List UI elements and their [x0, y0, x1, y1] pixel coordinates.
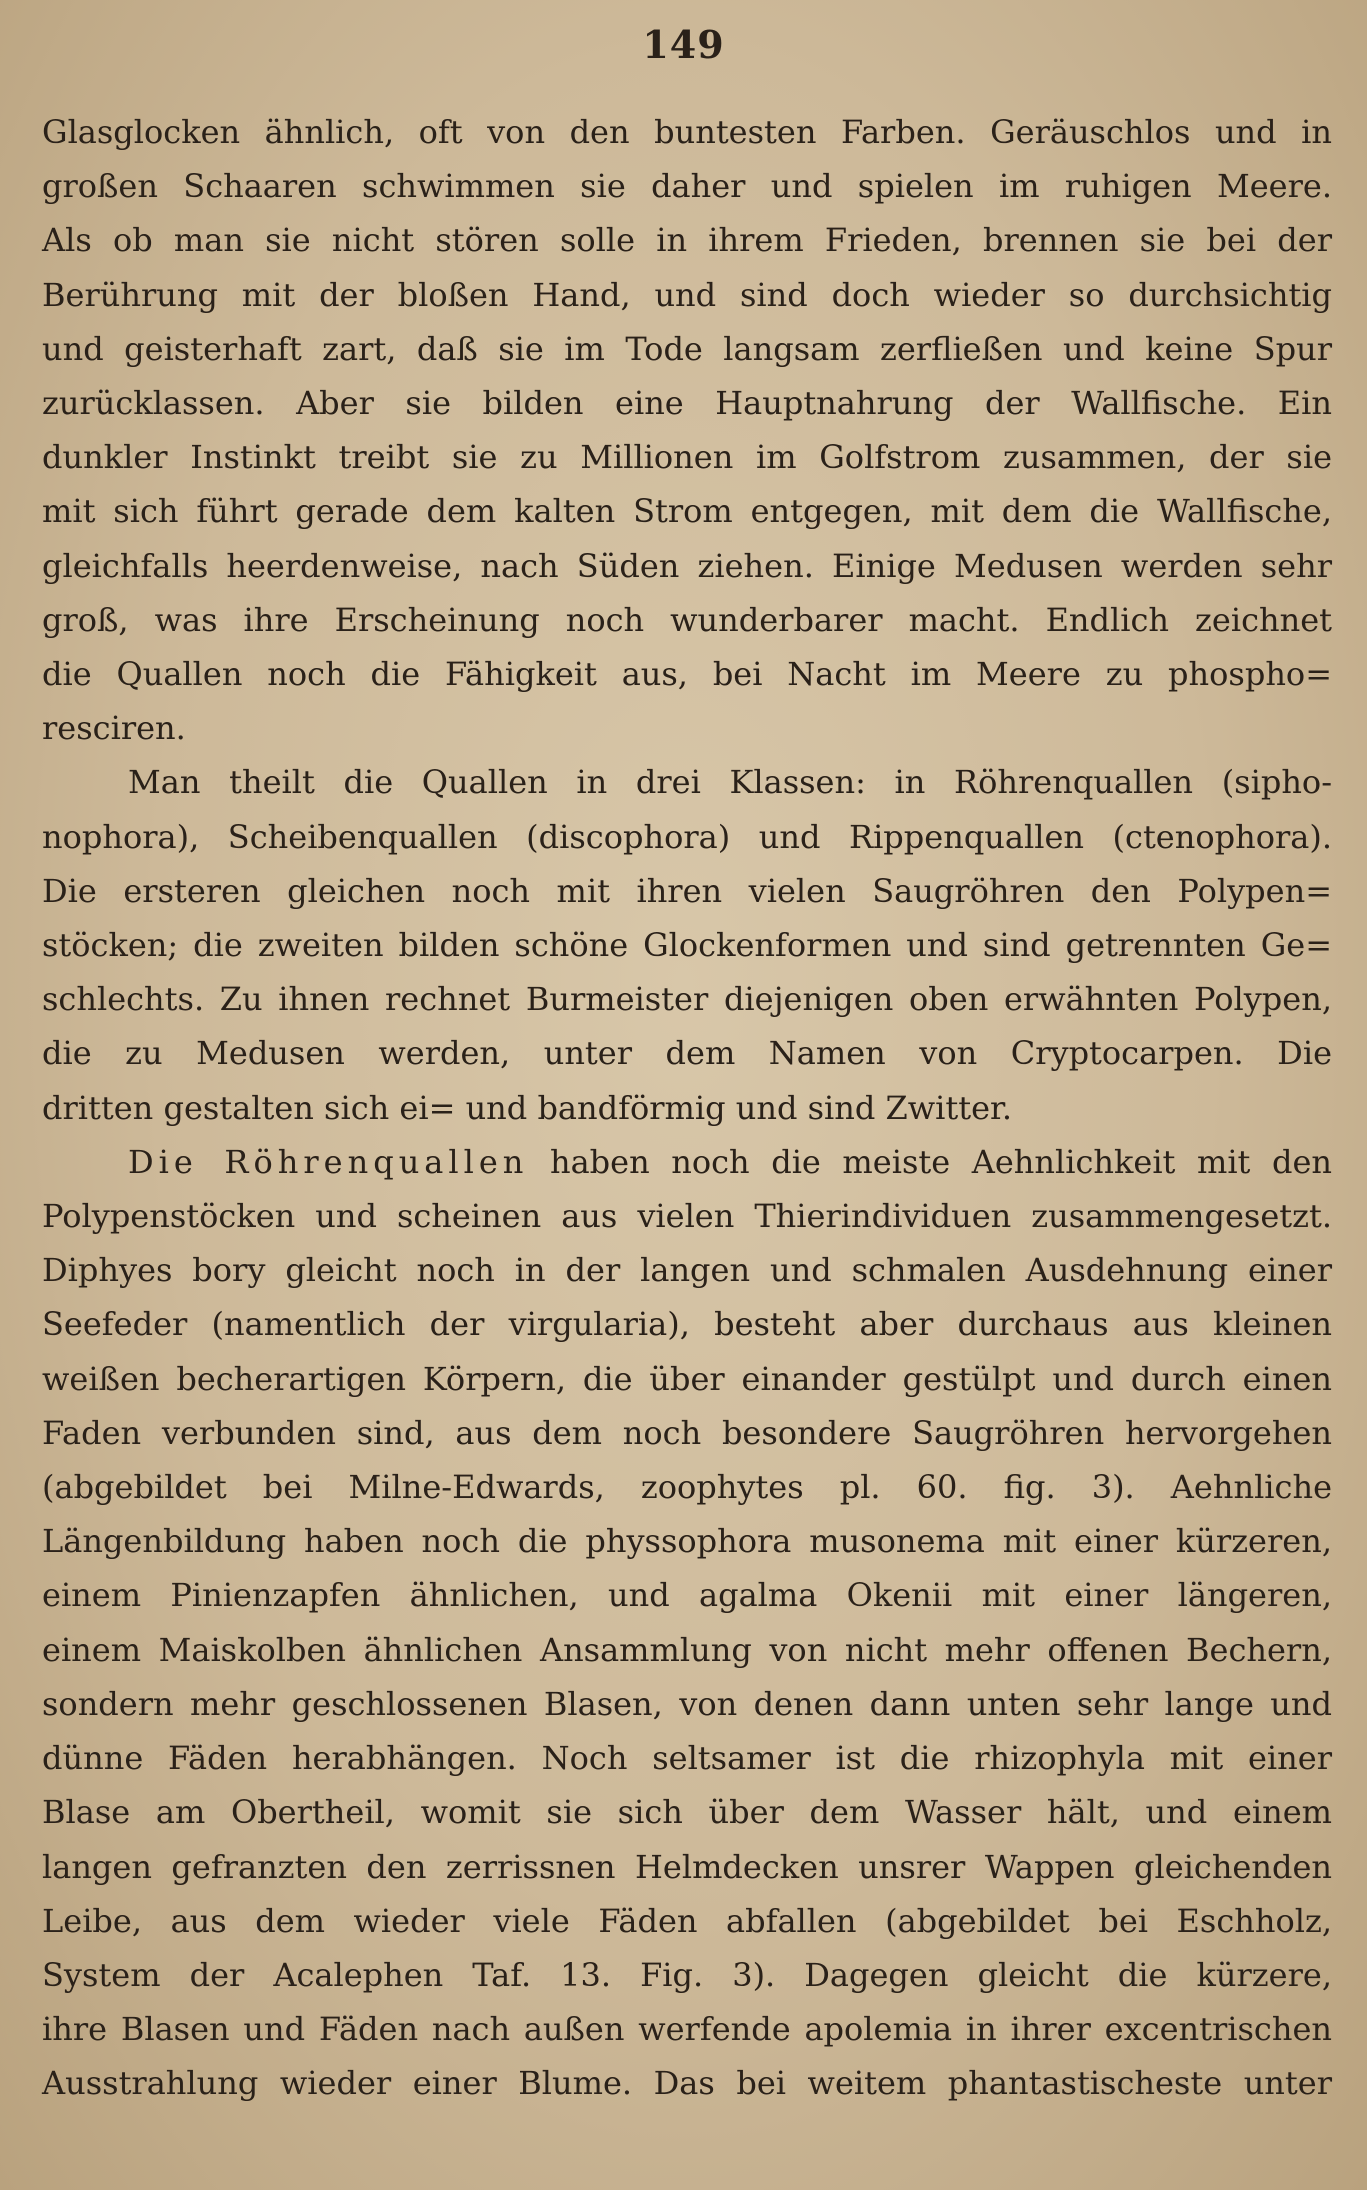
text-line: Als ob man sie nicht stören solle in ihrem Frieden, brennen sie bei der [42, 221, 1332, 260]
text-line: schlechts. Zu ihnen rechnet Burmeister diejenigen oben erwähnten Polypen, [42, 980, 1332, 1019]
spaced-heading: Die Röhrenquallen [128, 1142, 529, 1181]
text-line: Ausstrahlung wieder einer Blume. Das bei weitem phantastischeste unter [42, 2064, 1332, 2103]
text-line: einem Maiskolben ähnlichen Ansammlung von nicht mehr offenen Bechern, [42, 1630, 1332, 1669]
text-line: Berührung mit der bloßen Hand, und sind doch wieder so durchsichtig [42, 275, 1332, 314]
text-line: mit sich führt gerade dem kalten Strom entgegen, mit dem die Wallfische, [42, 492, 1332, 531]
body-text [42, 105, 1332, 2111]
text-line: (abgebildet bei Milne-Edwards, zoophytes pl. 60. fig. 3). Aehnliche [42, 1468, 1332, 1507]
text-line: langen gefranzten den zerrissnen Helmdecken unsrer Wappen gleichenden [42, 1847, 1332, 1886]
text-line: großen Schaaren schwimmen sie daher und spielen im ruhigen Meere. [42, 167, 1332, 206]
text-line: ihre Blasen und Fäden nach außen werfende apolemia in ihrer excentrischen [42, 2010, 1332, 2049]
text-line: einem Pinienzapfen ähnlichen, und agalma Okenii mit einer längeren, [42, 1576, 1332, 1615]
text-line: gleichfalls heerdenweise, nach Süden ziehen. Einige Medusen werden sehr [42, 546, 1332, 585]
text-line: dunkler Instinkt treibt sie zu Millionen im Golfstrom zusammen, der sie [42, 438, 1332, 477]
text-line: nophora), Scheibenquallen (discophora) und Rippenquallen (ctenophora). [42, 817, 1332, 856]
text-line: groß, was ihre Erscheinung noch wunderbarer macht. Endlich zeichnet [42, 600, 1332, 639]
text-line: die Quallen noch die Fähigkeit aus, bei Nacht im Meere zu phospho= [42, 655, 1332, 694]
paragraph-2 [42, 755, 1332, 1134]
text-line: zurücklassen. Aber sie bilden eine Hauptnahrung der Wallfische. Ein [42, 384, 1332, 423]
text-line: Die ersteren gleichen noch mit ihren vielen Saugröhren den Polypen= [42, 871, 1332, 910]
text-line: Seefeder (namentlich der virgularia), besteht aber durchaus aus kleinen [42, 1305, 1332, 1344]
text-line: weißen becherartigen Körpern, die über einander gestülpt und durch einen [42, 1359, 1332, 1398]
paragraph-3 [42, 1135, 1332, 2111]
text-line-first [42, 1135, 1332, 1189]
text-line: resciren. [42, 709, 186, 748]
text-line: Faden verbunden sind, aus dem noch besondere Saugröhren hervorgehen [42, 1413, 1332, 1452]
text-line: sondern mehr geschlossenen Blasen, von denen dann unten sehr lange und [42, 1684, 1332, 1723]
text-line: dünne Fäden herabhängen. Noch seltsamer ist die rhizophyla mit einer [42, 1739, 1332, 1778]
paragraph-1 [42, 105, 1332, 755]
text-line: stöcken; die zweiten bilden schöne Glockenformen und sind getrennten Ge= [42, 926, 1332, 965]
text-fragment: haben noch die meiste Aehnlichkeit mit den [528, 1142, 1332, 1181]
text-line: die zu Medusen werden, unter dem Namen von Cryptocarpen. Die [42, 1034, 1332, 1073]
text-line: dritten gestalten sich ei= und bandförmig und sind Zwitter. [42, 1088, 1012, 1127]
page-number: 149 [642, 22, 725, 67]
text-line: Längenbildung haben noch die physsophora musonema mit einer kürzeren, [42, 1522, 1332, 1561]
text-line: Glasglocken ähnlich, oft von den buntesten Farben. Geräuschlos und in [42, 113, 1332, 151]
text-line: Polypenstöcken und scheinen aus vielen Thierindividuen zusammengesetzt. [42, 1197, 1332, 1236]
text-line: und geisterhaft zart, daß sie im Tode langsam zerfließen und keine Spur [42, 329, 1332, 368]
text-line: Man theilt die Quallen in drei Klassen: in Röhrenquallen (sipho- [128, 763, 1332, 802]
text-line: System der Acalephen Taf. 13. Fig. 3). Dagegen gleicht die kürzere, [42, 1955, 1332, 1994]
text-line: Diphyes bory gleicht noch in der langen und schmalen Ausdehnung einer [42, 1251, 1332, 1290]
text-line: Blase am Obertheil, womit sie sich über dem Wasser hält, und einem [42, 1793, 1332, 1832]
text-line: Leibe, aus dem wieder viele Fäden abfallen (abgebildet bei Eschholz, [42, 1901, 1332, 1940]
